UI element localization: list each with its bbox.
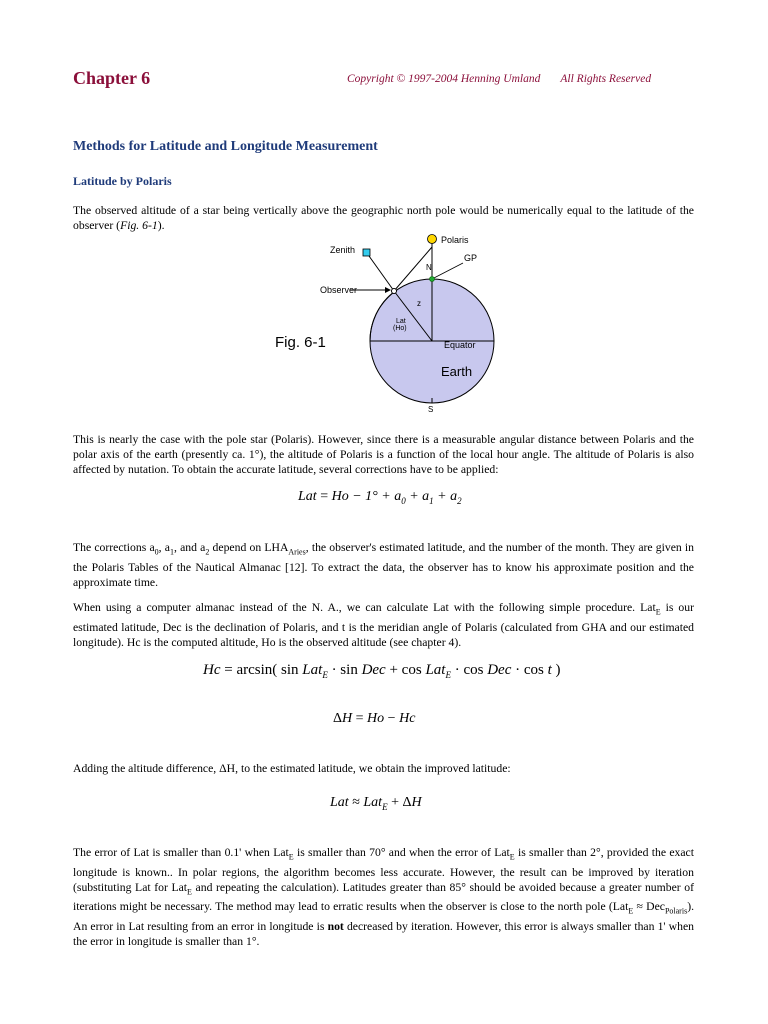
figure-6-1 <box>270 230 510 420</box>
figure-label: Fig. 6-1 <box>275 334 326 351</box>
paragraph-computer-almanac: When using a computer almanac instead of the N. A., we can calculate Lat with the following simple procedure. Lat$_E$ is our estimated latitude, Dec is the declination of Polaris, and t is the meridian angle of Polaris (calculated from GHA and our estimated longitude). Hc is the computed altitude, Ho is the observed altitude (see chapter 4). <box>73 601 694 649</box>
paragraph-polaris: This is nearly the case with the pole star (Polaris). However, since there is a measurable angular distance between Polaris and the polar axis of the earth (presently ca. 1°), the altitude of Polaris is a function of the local hour angle. The altitude of Polaris is also affected by nutation. To obtain the accurate latitude, several corrections have to be applied: <box>73 433 694 477</box>
polaris-star <box>428 235 437 244</box>
lat-label: Lat <box>396 318 406 325</box>
equation-latitude: Lat = $Ho - 1^\circ + a_0 + a_1 + a_2$ <box>298 489 462 506</box>
paragraph-intro <box>73 203 694 233</box>
copyright-line <box>347 73 651 85</box>
observer-label: Observer <box>320 285 358 295</box>
paragraph-corrections: The corrections $a_0$, $a_1$, and $a_2$ depend on $LHA_{Aries}$, the observer's estimated latitude, and the number of the month. They are given in the Polaris Tables of the Nautical Almanac [12]. To extract the data, the observer has to know his approximate position and the approximate time. <box>73 541 695 589</box>
chapter-heading: Chapter 6 <box>73 68 151 88</box>
copyright-text: Copyright © 1997-2004 Henning Umland <box>347 73 541 85</box>
observer-point <box>392 289 397 294</box>
observer-arrowhead <box>385 287 391 293</box>
rights-text: All Rights Reserved <box>560 73 652 85</box>
gp-label: GP <box>464 253 478 263</box>
equator-label: Equator <box>444 340 476 350</box>
section-title: Methods for Latitude and Longitude Measurement <box>73 139 378 154</box>
paragraph-altitude-difference: Adding the altitude difference, ΔH, to the estimated latitude, we obtain the improved latitude: <box>73 762 511 775</box>
p1-text-b: ). <box>157 219 165 233</box>
subsection-title: Latitude by Polaris <box>73 174 172 188</box>
zenith-distance-label: z <box>417 299 421 308</box>
paragraph-error: The error of Lat is smaller than 0.1' when Lat$_E$ is smaller than 70° and when the error of Lat$_E$ is smaller than 2°, provided the exact longitude is known.. In polar regions, the algorithm becomes less accurate. However, the result can be improved by iteration (substituting Lat for Lat$_E$ and repeating the calculation). Latitudes greater than 85° should be avoided because a greater number of iterations might be necessary. The method may lead to erratic results when the observer is close to the north pole (Lat$_E$ ≈ Dec$_{Polaris}$). An error in Lat resulting from an error in longitude is not decreased by iteration. However, this error is always smaller than 1' when the error in longitude is smaller than 1°. <box>73 846 695 948</box>
zenith-label: Zenith <box>330 245 356 255</box>
equation-hc: Hc = arcsin( sin Lat$_E$ · sin Dec + cos Lat$_E$ · cos Dec · cos t ) <box>203 662 561 680</box>
ho-label: (Ho) <box>393 325 407 332</box>
equation-improved-lat: Lat ≈ Lat$_E$ + ΔH <box>330 795 422 812</box>
north-label: N <box>426 263 432 272</box>
earth-label: Earth <box>441 364 473 379</box>
gp-point <box>430 277 435 282</box>
equation-delta-h: ΔH = Ho − Hc <box>333 711 416 726</box>
p1-text-a: The observed altitude of a star being vertically above the geographic north pole would be numerically equal to the latitude of the observer ( <box>73 204 694 233</box>
p1-fig-ref: Fig. 6-1 <box>120 219 158 233</box>
polaris-label: Polaris <box>441 235 469 245</box>
zenith-line <box>369 256 394 291</box>
zenith-marker <box>363 249 370 256</box>
gp-leader <box>432 263 463 279</box>
south-label: S <box>428 405 434 414</box>
